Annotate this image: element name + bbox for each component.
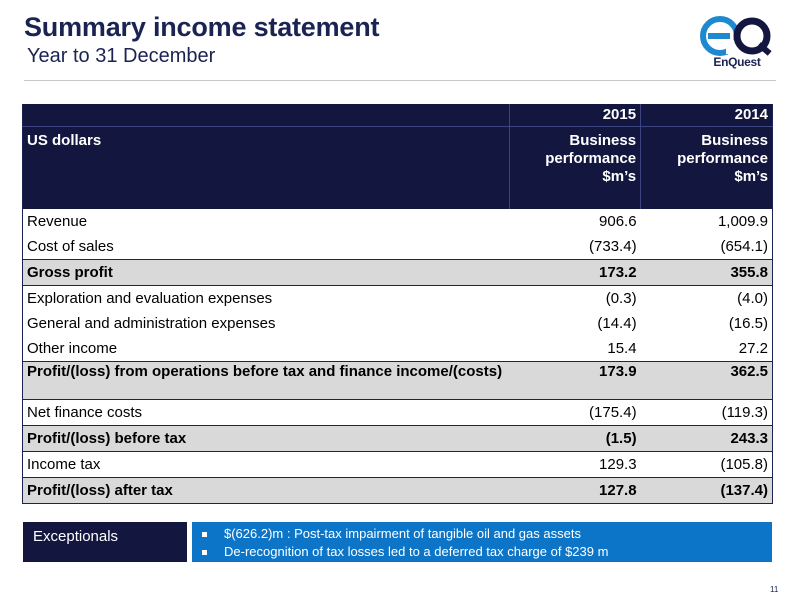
row-label: General and administration expenses bbox=[27, 315, 276, 332]
table-row bbox=[23, 209, 773, 234]
row-label: Net finance costs bbox=[27, 404, 143, 421]
currency-label: US dollars bbox=[23, 127, 510, 210]
row-label: Income tax bbox=[27, 456, 101, 473]
row-value-2014: 1,009.9 bbox=[717, 213, 768, 230]
title-divider bbox=[24, 80, 776, 81]
col-header-line: $m’s bbox=[602, 168, 637, 185]
table-row bbox=[23, 400, 773, 426]
row-label: Profit/(loss) from operations before tax and finance income/(costs) bbox=[23, 362, 510, 400]
row-value-2014: 355.8 bbox=[641, 260, 773, 286]
income-statement-table bbox=[22, 104, 773, 504]
col-header-line: Business bbox=[701, 132, 768, 149]
row-value-2015: 127.8 bbox=[510, 478, 641, 504]
col-header-line: performance bbox=[677, 150, 768, 167]
row-label: Revenue bbox=[27, 213, 88, 230]
exceptionals-box bbox=[192, 522, 772, 562]
row-label: Exploration and evaluation expenses bbox=[27, 290, 273, 307]
row-value-2014: (119.3) bbox=[721, 404, 768, 421]
row-label: Other income bbox=[27, 340, 118, 357]
exceptional-item-text: $(626.2)m : Post-tax impairment of tangible oil and gas assets bbox=[224, 526, 581, 541]
year-2014-header: 2014 bbox=[641, 104, 773, 127]
table-row bbox=[23, 234, 773, 260]
row-label: Gross profit bbox=[23, 260, 510, 286]
row-value-2014: (137.4) bbox=[641, 478, 773, 504]
exceptionals-label: Exceptionals bbox=[23, 522, 187, 562]
logo-wordmark: EnQuest bbox=[713, 55, 761, 69]
row-value-2015: 173.9 bbox=[510, 362, 641, 400]
table-row bbox=[23, 336, 773, 362]
slide-subtitle: Year to 31 December bbox=[27, 45, 216, 67]
row-value-2015: (0.3) bbox=[605, 290, 637, 307]
table-row bbox=[23, 452, 773, 478]
row-value-2015: (14.4) bbox=[597, 315, 637, 332]
table-row bbox=[23, 286, 773, 312]
row-value-2015: (175.4) bbox=[589, 404, 637, 421]
eq-logo-icon bbox=[700, 16, 774, 56]
row-label: Profit/(loss) after tax bbox=[23, 478, 510, 504]
row-value-2014: (16.5) bbox=[728, 315, 768, 332]
col-header-line: $m’s bbox=[734, 168, 768, 185]
row-value-2015: 15.4 bbox=[607, 340, 637, 357]
slide-title: Summary income statement bbox=[24, 12, 380, 42]
col-header-line: Business bbox=[569, 132, 637, 149]
table-row-subtotal bbox=[23, 260, 773, 286]
square-bullet-icon bbox=[202, 550, 207, 555]
table-row-total bbox=[23, 478, 773, 504]
row-value-2014: (105.8) bbox=[720, 456, 768, 473]
row-value-2014: 362.5 bbox=[641, 362, 773, 400]
row-value-2014: (4.0) bbox=[737, 290, 768, 307]
row-value-2015: 173.2 bbox=[510, 260, 641, 286]
row-value-2014: (654.1) bbox=[720, 238, 768, 255]
column-header-row bbox=[23, 127, 773, 210]
col-header-2014 bbox=[641, 127, 773, 210]
row-label: Profit/(loss) before tax bbox=[23, 426, 510, 452]
row-value-2015: 906.6 bbox=[599, 213, 637, 230]
row-value-2014: 243.3 bbox=[641, 426, 773, 452]
year-2015-header: 2015 bbox=[510, 104, 641, 127]
col-header-2015 bbox=[510, 127, 641, 210]
square-bullet-icon bbox=[202, 532, 207, 537]
row-label: Cost of sales bbox=[27, 238, 114, 255]
page-number: 11 bbox=[770, 585, 779, 594]
col-header-line: performance bbox=[545, 150, 637, 167]
list-item bbox=[200, 525, 772, 543]
row-value-2015: 129.3 bbox=[599, 456, 637, 473]
row-value-2015: (1.5) bbox=[510, 426, 641, 452]
year-header-row bbox=[23, 104, 773, 127]
list-item bbox=[200, 543, 772, 561]
enquest-logo bbox=[700, 16, 774, 72]
row-value-2014: 27.2 bbox=[738, 340, 768, 357]
row-value-2015: (733.4) bbox=[589, 238, 637, 255]
table-row-subtotal bbox=[23, 362, 773, 400]
exceptional-item-text: De-recognition of tax losses led to a deferred tax charge of $239 m bbox=[224, 544, 609, 559]
table-row-subtotal bbox=[23, 426, 773, 452]
exceptionals-list bbox=[200, 525, 772, 561]
year-header-blank bbox=[23, 104, 510, 127]
table-row bbox=[23, 311, 773, 336]
